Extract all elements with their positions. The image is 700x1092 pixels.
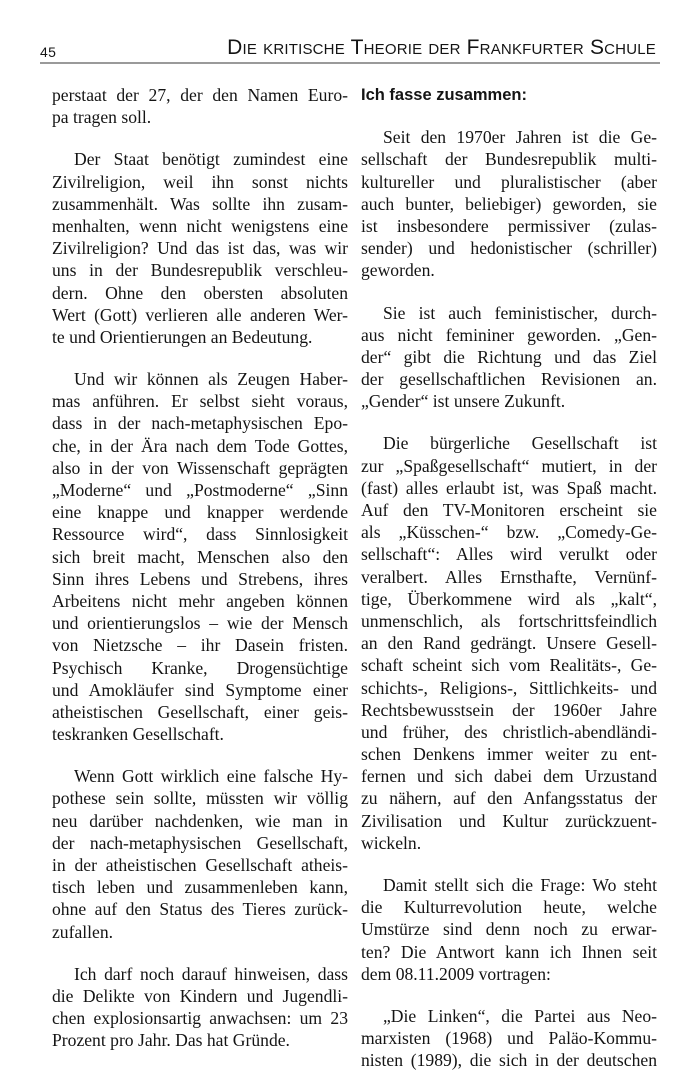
- text-line: fernen und sich dabei dem Urzustand: [361, 766, 657, 787]
- text-line: atheistischen Gesellschaft, einer geis-: [52, 701, 348, 722]
- text-line: Damit stellt sich die Frage: Wo steht: [383, 875, 657, 895]
- text-line: veralbert. Alles Ernsthafte, Vernünf-: [361, 566, 657, 587]
- paragraph: [361, 126, 657, 281]
- running-title: Die kritische Theorie der Frankfurter Schule: [227, 36, 656, 59]
- text-line: uns in der Bundesrepublik verschleu-: [52, 260, 348, 281]
- left-column: [52, 84, 348, 1072]
- text-line: (fast) alles erlaubt ist, was Spaß macht.: [361, 477, 657, 498]
- text-line: schen Denkens immer weiter zu ent-: [361, 744, 657, 765]
- text-line: tisch leben und zusammenleben kann,: [52, 877, 348, 898]
- text-line: als „Küsschen-“ bzw. „Comedy-Ge-: [361, 522, 657, 543]
- text-line: an den Rand gedrängt. Unsere Gesell-: [361, 633, 657, 654]
- text-line: nisten (1989), die sich in der deutschen: [361, 1050, 657, 1071]
- text-line: und früher, des christlich-abendländi-: [361, 721, 657, 742]
- text-line: zusammenhält. Was sollte ihn zusam-: [52, 193, 348, 214]
- paragraph: [361, 1005, 657, 1072]
- text-line: dass in der nach-metaphysischen Epo-: [52, 413, 348, 434]
- text-line: und Amokläufer sind Symptome einer: [52, 679, 348, 700]
- text-line: teskranken Gesellschaft.: [52, 724, 224, 745]
- text-line: der nach-metaphysischen Gesellschaft,: [52, 832, 348, 853]
- text-line: mas anführen. Er selbst sieht voraus,: [52, 391, 348, 412]
- text-line: neu darüber nachdenken, wie man in: [52, 810, 348, 831]
- right-column: [361, 84, 657, 1092]
- text-line: eine knappe und knapper werdende: [52, 502, 348, 523]
- text-line: ten? Die Antwort kann ich Ihnen seit: [361, 941, 657, 962]
- text-line: von Nietzsche – ihr Dasein fristen.: [52, 635, 348, 656]
- text-line: dem 08.11.2009 vortragen:: [361, 963, 551, 984]
- text-line: ist insbesondere permissiver (zulas-: [361, 215, 657, 236]
- text-line: tige, Überkommene wird als „kalt“,: [361, 588, 657, 609]
- text-line: der gesellschaftlichen Revisionen an.: [361, 369, 657, 390]
- text-line: Auf den TV-Monitoren erscheint sie: [361, 500, 657, 520]
- text-line: Zivilreligion, weil ihn sonst nichts: [52, 171, 348, 192]
- text-line: Wenn Gott wirklich eine falsche Hy-: [74, 766, 348, 787]
- text-line: „Gender“ ist unsere Zukunft.: [361, 391, 566, 412]
- text-line: che, in der Ära nach dem Tode Gottes,: [52, 435, 348, 456]
- text-line: unmenschlich, als fortschrittsfeindlich: [361, 610, 657, 631]
- text-line: Der Staat benötigt zumindest eine: [74, 149, 348, 170]
- paragraph: [52, 84, 348, 128]
- text-line: geworden.: [361, 260, 435, 281]
- text-line: „Moderne“ und „Postmoderne“ „Sinn: [52, 480, 348, 500]
- text-line: die Delikte von Kindern und Jugendli-: [52, 985, 348, 1006]
- paragraph: [361, 302, 657, 413]
- text-line: wickeln.: [361, 832, 422, 853]
- text-line: Seit den 1970er Jahren ist die Ge-: [383, 127, 657, 148]
- text-line: auch bunter, beliebiger) geworden, sie: [361, 193, 657, 214]
- page-header: [0, 0, 700, 70]
- text-line: zu nähern, auf den Anfangsstatus der: [361, 788, 657, 809]
- text-line: ohne auf den Status des Tieres zurück-: [52, 899, 348, 920]
- text-line: Wert (Gott) verlieren alle anderen Wer-: [52, 304, 348, 325]
- text-line: dern. Ohne den obersten absoluten: [52, 282, 348, 303]
- text-line: Sinn ihres Lebens und Strebens, ihres: [52, 568, 348, 589]
- text-line: pa tragen soll.: [52, 107, 152, 128]
- text-line: Zivilreligion? Und das ist das, was wir: [52, 238, 348, 259]
- text-line: marxisten (1968) und Paläo-Kommu-: [361, 1028, 657, 1049]
- text-line: die Kulturrevolution heute, welche: [361, 897, 657, 918]
- section-heading: Ich fasse zusammen:: [361, 86, 527, 104]
- text-line: zufallen.: [52, 921, 114, 942]
- text-line: der“ gibt die Richtung und das Ziel: [361, 346, 657, 367]
- text-line: Ich darf noch darauf hinweisen, dass: [74, 963, 348, 984]
- paragraph: [361, 874, 657, 985]
- page-number: 45: [40, 44, 57, 60]
- text-line: Rechtsbewusstsein der 1960er Jahre: [361, 699, 657, 720]
- text-line: Sie ist auch feministischer, durch-: [383, 302, 657, 323]
- right-paragraphs: [361, 126, 657, 1071]
- text-line: schaft scheint sich vom Realitäts-, Ge-: [361, 655, 657, 676]
- text-line: und orientierungslos – wie der Mensch: [52, 613, 348, 634]
- text-line: Zivilisation und Kultur zurückzuent-: [361, 810, 657, 831]
- header-rule: [40, 62, 660, 64]
- text-line: sellschaft“: Alles wird verulkt oder: [361, 544, 657, 565]
- paragraph: [52, 148, 348, 348]
- text-line: menhalten, wenn nicht wenigstens eine: [52, 215, 348, 236]
- text-line: Prozent pro Jahr. Das hat Gründe.: [52, 1030, 290, 1051]
- text-line: pothese sein sollte, müssten wir völlig: [52, 788, 348, 809]
- text-line: kultureller und pluralistischer (aber: [361, 171, 657, 192]
- text-line: also in der von Wissenschaft geprägten: [52, 457, 348, 478]
- paragraph: [52, 368, 348, 745]
- text-line: sich breit macht, Menschen also den: [52, 546, 348, 567]
- text-line: Arbeitens nicht mehr angeben können: [52, 590, 348, 611]
- paragraph: [52, 963, 348, 1052]
- text-line: Umstürze sind denn noch zu erwar-: [361, 919, 657, 940]
- text-line: chen explosionsartig anwachsen: um 23: [52, 1008, 348, 1029]
- paragraph: [52, 765, 348, 943]
- text-line: Und wir können als Zeugen Haber-: [74, 369, 348, 390]
- text-line: perstaat der 27, der den Namen Euro-: [52, 85, 348, 105]
- text-line: zur „Spaßgesellschaft“ mutiert, in der: [361, 455, 657, 476]
- text-line: „Die Linken“, die Partei aus Neo-: [383, 1005, 657, 1026]
- text-line: schichts-, Religions-, Sittlichkeits- und: [361, 677, 657, 698]
- text-line: in der atheistischen Gesellschaft atheis-: [52, 855, 348, 875]
- text-line: sender) und hedonistischer (schriller): [361, 238, 657, 259]
- text-line: te und Orientierungen an Bedeutung.: [52, 326, 313, 347]
- text-line: Ressource wird“, dass Sinnlosigkeit: [52, 524, 348, 545]
- text-line: Psychisch Kranke, Drogensüchtige: [52, 657, 348, 678]
- text-line: Die bürgerliche Gesellschaft ist: [383, 433, 657, 454]
- paragraph: [361, 432, 657, 854]
- text-line: sellschaft der Bundesrepublik multi-: [361, 149, 657, 170]
- text-line: aus nicht femininer geworden. „Gen-: [361, 324, 657, 345]
